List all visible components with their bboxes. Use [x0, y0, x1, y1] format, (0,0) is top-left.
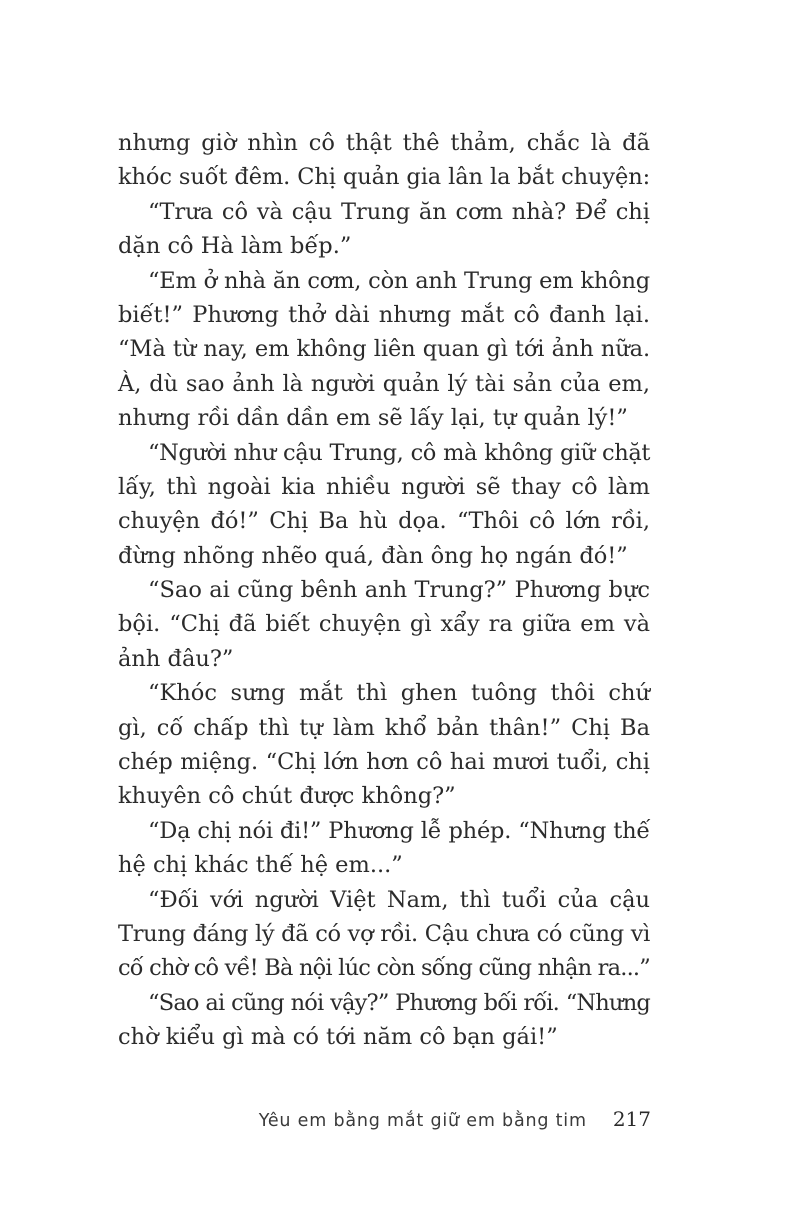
- text-line: chuyện đó!” Chị Ba hù dọa. “Thôi cô lớn rồi,: [118, 508, 650, 535]
- page-footer: [200, 1107, 651, 1137]
- text-line: chờ kiểu gì mà có tới năm cô bạn gái!”: [118, 1024, 558, 1051]
- page-number: 217: [612, 1107, 651, 1131]
- text-line: “Khóc sưng mắt thì ghen tuông thôi chứ: [148, 680, 650, 707]
- text-line: khóc suốt đêm. Chị quản gia lân la bắt chuyện:: [118, 164, 651, 191]
- text-line: “Sao ai cũng bênh anh Trung?” Phương bực: [148, 577, 650, 604]
- text-line: gì, cố chấp thì tự làm khổ bản thân!” Chị Ba: [118, 714, 650, 741]
- text-line: nhưng giờ nhìn cô thật thê thảm, chắc là đã: [118, 130, 650, 156]
- text-line: À, dù sao ảnh là người quản lý tài sản của em,: [118, 370, 650, 397]
- text-line: “Người như cậu Trung, cô mà không giữ chặt: [148, 439, 650, 466]
- running-title: Yêu em bằng mắt giữ em bằng tim: [258, 1111, 587, 1131]
- text-line: “Mà từ nay, em không liên quan gì tới ảnh nữa.: [118, 336, 650, 363]
- body-text: [118, 126, 650, 1055]
- text-line: “Đối với người Việt Nam, thì tuổi của cậu: [148, 886, 650, 913]
- text-line: chép miệng. “Chị lớn hơn cô hai mươi tuổi, chị: [118, 749, 650, 776]
- text-line: “Sao ai cũng nói vậy?” Phương bối rối. “Nhưng: [148, 989, 650, 1016]
- text-line: biết!” Phương thở dài nhưng mắt cô đanh lại.: [118, 301, 650, 328]
- text-line: đừng nhõng nhẽo quá, đàn ông họ ngán đó!”: [118, 542, 628, 569]
- text-line: Trung đáng lý đã có vợ rồi. Cậu chưa có cũng vì: [118, 920, 650, 947]
- text-line: khuyên cô chút được không?”: [118, 783, 456, 810]
- text-line: lấy, thì ngoài kia nhiều người sẽ thay cô làm: [118, 473, 650, 500]
- text-line: “Dạ chị nói đi!” Phương lễ phép. “Nhưng thế: [148, 817, 650, 844]
- text-line: dặn cô Hà làm bếp.”: [118, 233, 352, 260]
- text-line: “Em ở nhà ăn cơm, còn anh Trung em không: [148, 267, 650, 294]
- text-line: hệ chị khác thế hệ em...”: [118, 852, 403, 879]
- text-line: cố chờ cô về! Bà nội lúc còn sống cũng nhận ra...”: [118, 955, 650, 982]
- text-line: bội. “Chị đã biết chuyện gì xẩy ra giữa em và: [118, 611, 650, 638]
- text-line: nhưng rồi dần dần em sẽ lấy lại, tự quản lý!”: [118, 405, 628, 432]
- text-line: “Trưa cô và cậu Trung ăn cơm nhà? Để chị: [148, 198, 650, 225]
- text-line: ảnh đâu?”: [118, 645, 234, 672]
